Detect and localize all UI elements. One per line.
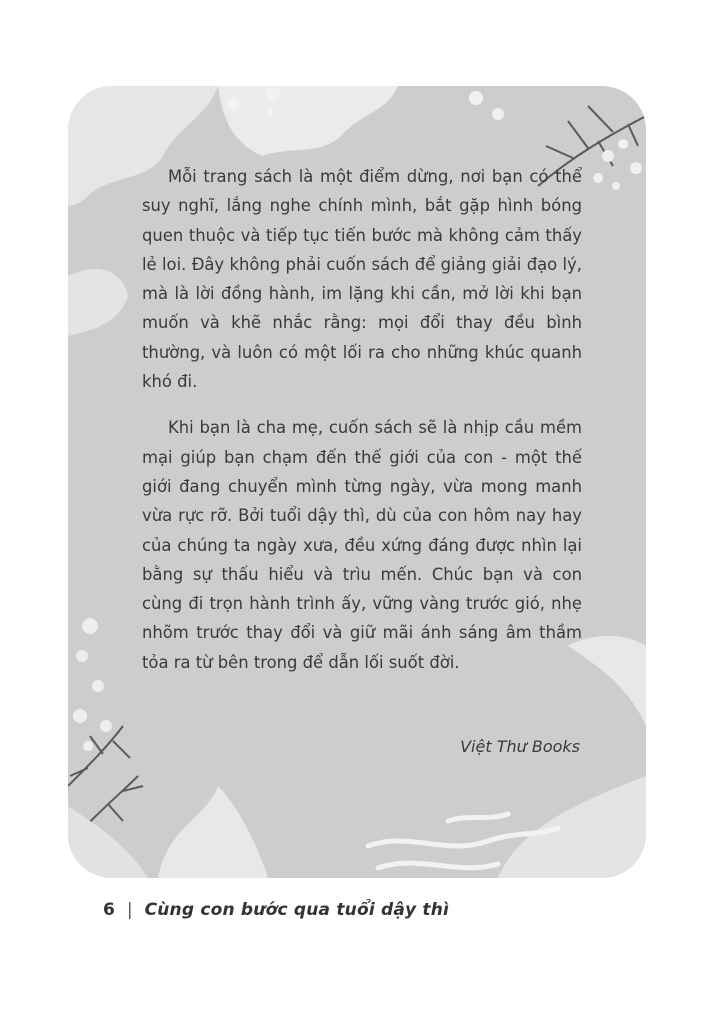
dot-shape bbox=[82, 618, 98, 634]
page-footer bbox=[103, 900, 449, 920]
dot-shape bbox=[228, 98, 240, 110]
paragraph-2: Khi bạn là cha mẹ, cuốn sách sẽ là nhịp cầu mềm mại giúp bạn chạm đến thế giới của con - một thế giới đang chuyển mình từng ngày, vừa mong manh vừa rực rỡ. Bởi tuổi dậy thì, dù của con hôm nay hay của chúng ta ngày xưa, đều xứng đáng được nhìn lại bằng sự thấu hiểu và trìu mến. Chúc bạn và con cùng đi trọn hành trình ấy, vững vàng trước gió, nhẹ nhõm trước thay đổi và giữ mãi ánh sáng âm thầm tỏa ra từ bên trong để dẫn lối suốt đời. bbox=[142, 418, 582, 672]
dot-shape bbox=[469, 91, 483, 105]
leaf-shape bbox=[68, 806, 148, 878]
dot-shape bbox=[492, 108, 504, 120]
leaf-shape bbox=[218, 86, 398, 156]
page-number: 6 bbox=[103, 900, 115, 920]
leaf-shape bbox=[68, 269, 128, 336]
signature: Việt Thư Books bbox=[460, 737, 580, 756]
leaf-shape bbox=[498, 776, 646, 878]
dot-shape bbox=[100, 720, 112, 732]
intro-text bbox=[142, 162, 582, 677]
dot-shape bbox=[83, 741, 93, 751]
dot-shape bbox=[73, 709, 87, 723]
dot-shape bbox=[630, 162, 642, 174]
dot-shape bbox=[593, 173, 603, 183]
page-card bbox=[68, 86, 646, 878]
paragraph-1: Mỗi trang sách là một điểm dừng, nơi bạn có thể suy nghĩ, lắng nghe chính mình, bắt gặp hình bóng quen thuộc và tiếp tục tiến bước mà không cảm thấy lẻ loi. Đây không phải cuốn sách để giảng giải đạo lý, mà là lời đồng hành, im lặng khi cần, mở lời khi bạn muốn và khẽ nhắc rằng: mọi đổi thay đều bình thường, và luôn có một lối ra cho những khúc quanh khó đi. bbox=[142, 167, 582, 392]
dot-shape bbox=[92, 680, 104, 692]
leaf-shape bbox=[158, 786, 268, 878]
dot-shape bbox=[612, 182, 620, 190]
dot-shape bbox=[266, 87, 280, 101]
dot-shape bbox=[76, 650, 88, 662]
dot-shape bbox=[602, 150, 614, 162]
footer-separator: | bbox=[126, 900, 133, 920]
dot-shape bbox=[618, 139, 628, 149]
dot-shape bbox=[266, 108, 274, 116]
book-title: Cùng con bước qua tuổi dậy thì bbox=[144, 900, 450, 920]
